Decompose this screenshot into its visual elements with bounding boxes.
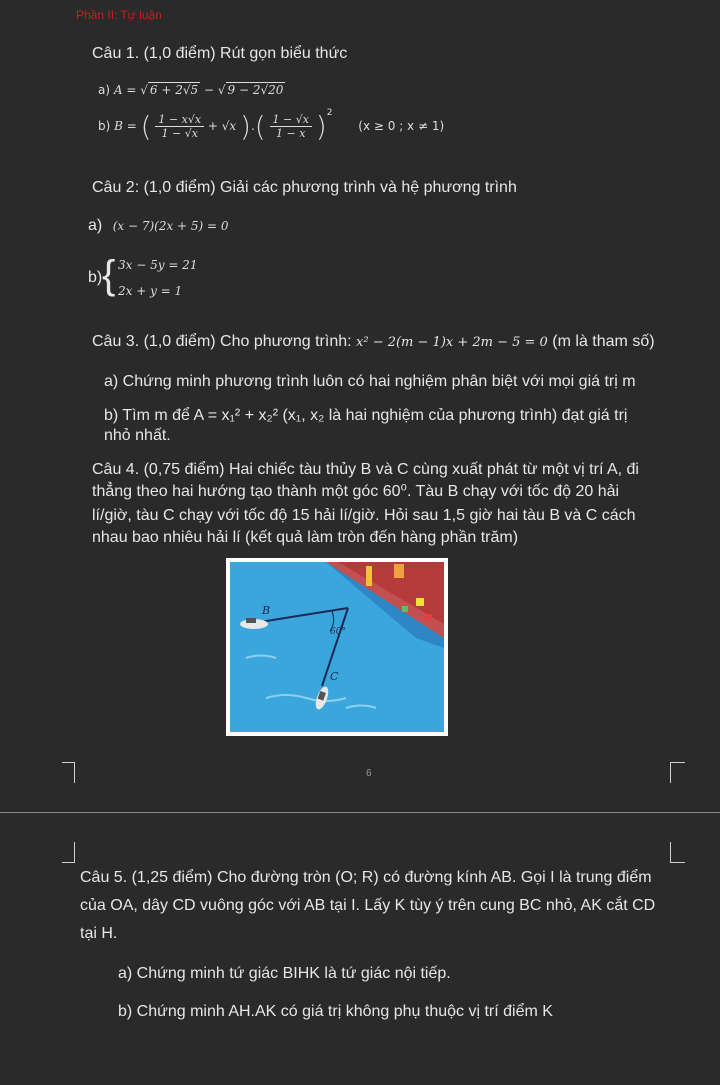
ship-diagram [226, 558, 448, 736]
q4-line3: lí/giờ, tàu C chạy với tốc độ 15 hải lí/giờ. Hỏi sau 1,5 giờ hai tàu B và C cách [92, 507, 636, 524]
q1-b-condition: (x ≥ 0 ; x ≠ 1) [358, 119, 445, 133]
sqrt-icon: √ [140, 83, 148, 97]
q1-a-minus: − [203, 83, 215, 97]
page-corner-top-right [670, 762, 685, 783]
q5-line3: tại H. [80, 925, 118, 942]
q5-part-b: b) Chứng minh AH.AK có giá trị không phụ thuộc vị trí điểm K [118, 1003, 553, 1020]
q2-title: Câu 2: (1,0 điểm) Giải các phương trình và hệ phương trình [92, 179, 517, 196]
q1-a-lhs: A = [113, 83, 137, 97]
q1-b-lhs: B = [114, 119, 137, 133]
sqrt-icon: √ [217, 83, 226, 97]
q5-line2: của OA, dây CD vuông góc với AB tại I. Lấy K tùy ý trên cung BC nhỏ, AK cắt CD [80, 897, 656, 914]
q2-b-eq2: 2x + y = 1 [118, 284, 183, 298]
q1-b-frac2-den: 1 − x [276, 127, 306, 140]
q2-a-label: a) [88, 217, 103, 234]
q1-b-dot: . [250, 119, 255, 133]
q1-title: Câu 1. (1,0 điểm) Rút gọn biểu thức [92, 45, 348, 62]
ship-figure [226, 558, 448, 736]
q1-b-frac1 [155, 113, 204, 140]
q2-a-equation: (x − 7)(2x + 5) = 0 [112, 219, 229, 233]
q3-title-suffix: (m là tham số) [552, 333, 655, 350]
q1-a-rad1: 6 + 2√5 [149, 83, 199, 97]
q2-part-a [88, 214, 229, 238]
q4-line1: Câu 4. (0,75 điểm) Hai chiếc tàu thủy B và C cùng xuất phát từ một vị trí A, đi [92, 461, 639, 478]
q1-b-frac1-den: 1 − √x [161, 127, 198, 140]
q3-title [92, 330, 655, 355]
page-divider [0, 812, 720, 813]
q1-part-a [98, 82, 285, 97]
q3-part-a: a) Chứng minh phương trình luôn có hai nghiệm phân biệt với mọi giá trị m [104, 373, 636, 390]
q1-b-frac2 [270, 113, 312, 140]
label-b: B [262, 604, 271, 617]
page-corner-top-left [62, 762, 75, 783]
q3-title-prefix: Câu 3. (1,0 điểm) Cho phương trình: [92, 333, 352, 350]
brace-icon: { [102, 253, 116, 297]
label-c: C [330, 670, 339, 683]
q5-line1: Câu 5. (1,25 điểm) Cho đường tròn (O; R) có đường kính AB. Gọi I là trung điểm [80, 869, 652, 886]
q1-part-b: b) B = ( $\frac{1 - x√x}{1 - √x}$ + √x ).( $\frac{1 - √x}{1 - x}$ )$^2$ (x ≥ 0 ; x ≠ 1) [98, 108, 445, 143]
q1-b-plus: + √x [207, 119, 237, 133]
q4-line2: thẳng theo hai hướng tạo thành một góc 60⁰. Tàu B chạy với tốc độ 20 hải [92, 483, 620, 500]
angle-label: 60° [330, 627, 346, 637]
q1-b-exp: 2 [326, 108, 333, 118]
q1-b-frac1-num: 1 − x√x [155, 113, 204, 127]
q3-part-b-line1: b) Tìm m để A = x₁² + x₂² (x₁, x₂ là hai nghiệm của phương trình) đạt giá trị [104, 407, 628, 424]
page-corner-bottom-right [670, 842, 685, 863]
section-title: Phần II: Tự luận [76, 8, 162, 22]
q5-part-a: a) Chứng minh tứ giác BIHK là tứ giác nội tiếp. [118, 965, 451, 982]
q4-line4: nhau bao nhiêu hải lí (kết quả làm tròn đến hàng phần trăm) [92, 529, 519, 546]
q1-a-rad2: 9 − 2√20 [227, 83, 284, 97]
q1-b-label: b) [98, 119, 111, 133]
page-corner-bottom-left [62, 842, 75, 863]
q2-b-eq1: 3x − 5y = 21 [118, 258, 198, 272]
q3-equation: x² − 2(m − 1)x + 2m − 5 = 0 [356, 335, 548, 350]
q1-b-frac2-num: 1 − √x [270, 113, 312, 127]
page-number: 6 [366, 768, 372, 779]
q2-b-label: b) [88, 269, 103, 286]
q3-part-b-line2: nhỏ nhất. [104, 427, 171, 444]
q1-a-label: a) [98, 83, 111, 97]
